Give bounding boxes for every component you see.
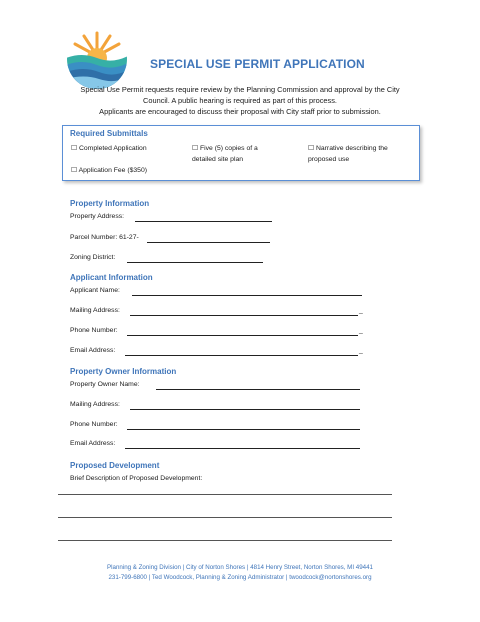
owner-email-field[interactable]: [125, 448, 360, 449]
submittal-site-plan-copies[interactable]: [192, 143, 258, 165]
page-title: SPECIAL USE PERMIT APPLICATION: [150, 57, 365, 71]
intro-line-1: Special Use Permit requests require review by the Planning Commission and approval by the City: [80, 85, 400, 94]
submittal-application-fee[interactable]: [71, 165, 147, 176]
owner-phone-label: Phone Number:: [70, 421, 118, 428]
applicant-mailing-label: Mailing Address:: [70, 307, 120, 314]
intro-text: [60, 84, 420, 117]
property-address-label: Property Address:: [70, 213, 125, 220]
page-footer: [60, 563, 420, 583]
zoning-district-field[interactable]: [127, 262, 263, 263]
description-line-2[interactable]: [58, 517, 392, 518]
footer-line-1: Planning & Zoning Division | City of Norton Shores | 4814 Henry Street, Norton Shores, MI 49441: [107, 564, 373, 571]
required-submittals-box: [62, 125, 420, 181]
checkbox-icon[interactable]: ☐: [71, 145, 78, 152]
owner-email-label: Email Address:: [70, 440, 116, 447]
intro-line-2: Council. A public hearing is required as part of this process.: [143, 96, 337, 105]
field-trail: _: [359, 307, 363, 314]
submittal-label: Five (5) copies of a: [199, 145, 258, 152]
section-title-development: Proposed Development: [70, 461, 160, 470]
footer-line-2: 231-799-6800 | Ted Woodcock, Planning & Zoning Administrator | twoodcock@nortonshores.org: [108, 574, 372, 581]
intro-line-3: Applicants are encouraged to discuss their proposal with City staff prior to submission.: [99, 107, 381, 116]
section-title-owner: Property Owner Information: [70, 367, 177, 376]
field-trail: _: [359, 347, 363, 354]
checkbox-icon[interactable]: ☐: [192, 145, 199, 152]
applicant-phone-field[interactable]: [127, 335, 358, 336]
applicant-name-label: Applicant Name:: [70, 287, 120, 294]
zoning-district-label: Zoning District:: [70, 254, 116, 261]
applicant-name-field[interactable]: [132, 295, 362, 296]
submittal-label: proposed use: [308, 156, 350, 163]
field-trail: _: [359, 327, 363, 334]
applicant-phone-label: Phone Number:: [70, 327, 118, 334]
owner-mailing-label: Mailing Address:: [70, 401, 120, 408]
submittal-label: Application Fee ($350): [78, 167, 147, 174]
parcel-number-label: Parcel Number: 61-27-: [70, 234, 139, 241]
description-line-3[interactable]: [58, 540, 392, 541]
parcel-number-field[interactable]: [147, 242, 270, 243]
required-submittals-title: Required Submittals: [70, 129, 148, 138]
submittal-completed-application[interactable]: [71, 143, 147, 154]
applicant-email-field[interactable]: [125, 355, 358, 356]
submittal-label: Narrative describing the: [315, 145, 388, 152]
property-address-field[interactable]: [135, 221, 272, 222]
description-line-1[interactable]: [58, 494, 392, 495]
owner-name-field[interactable]: [156, 389, 360, 390]
submittal-narrative[interactable]: [308, 143, 388, 165]
city-logo: [66, 28, 128, 90]
owner-name-label: Property Owner Name:: [70, 381, 140, 388]
section-title-property: Property Information: [70, 199, 150, 208]
checkbox-icon[interactable]: ☐: [308, 145, 315, 152]
submittal-label: detailed site plan: [192, 156, 244, 163]
section-title-applicant: Applicant Information: [70, 273, 153, 282]
submittal-label: Completed Application: [78, 145, 147, 152]
owner-mailing-field[interactable]: [130, 409, 360, 410]
applicant-email-label: Email Address:: [70, 347, 116, 354]
development-description-label: Brief Description of Proposed Development:: [70, 475, 203, 482]
applicant-mailing-field[interactable]: [130, 315, 358, 316]
owner-phone-field[interactable]: [127, 429, 360, 430]
checkbox-icon[interactable]: ☐: [71, 167, 78, 174]
